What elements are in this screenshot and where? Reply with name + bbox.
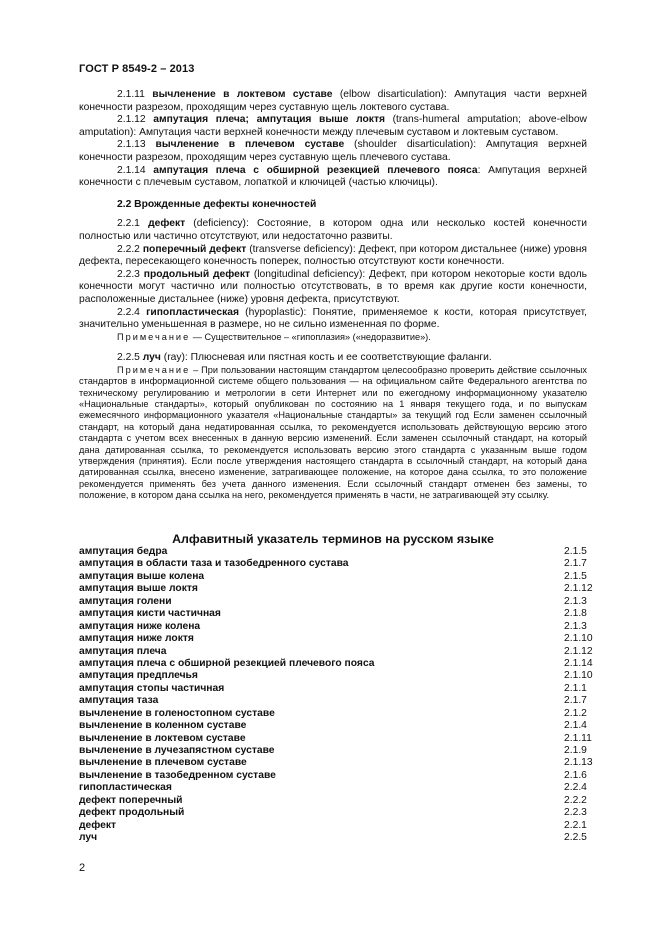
clause-term: ампутация плеча; ампутация выше локтя xyxy=(153,114,385,126)
index-term: вычленение в плечевом суставе xyxy=(79,757,247,769)
index-term: ампутация плеча с обширной резекцией плечевого пояса xyxy=(79,657,375,669)
note-label: Примечание xyxy=(117,364,191,375)
index-entry xyxy=(79,571,599,583)
clause-text: (elbow disarticulation): Ампутация части верхней конечности разрезом, проходящим через суставную щель локтевого сустава. xyxy=(79,89,587,113)
index-entry xyxy=(79,807,599,819)
index-entry xyxy=(79,646,599,658)
index-term: луч xyxy=(79,832,98,844)
clause-2-1-12 xyxy=(79,114,587,139)
index-ref: 2.1.9 xyxy=(564,745,587,756)
term-index xyxy=(79,546,599,845)
clause-2-2-3 xyxy=(79,269,587,307)
index-ref: 2.1.1 xyxy=(564,682,587,694)
clause-text: (shoulder disarticulation): Ампутация верхней конечности разрезом, проходящим через суставную щель плечевого сустава. xyxy=(79,139,587,163)
index-ref: 2.1.7 xyxy=(564,695,587,707)
note-text: – При пользовании настоящим стандартом целесообразно проверить действие ссылочных стандартов в информационной системе общего пользования — на официальном сайте Федерального агентства по техническому регулированию и метрологии в сети Интернет или по ежегодному информационному указателю «Национальные стандарты», который опубликован по состоянию на 1 января текущего года, и по выпускам ежемесячного информационного указателя «Национальные стандарты» за текущий год Если заменен ссылочный стандарт, на который дана недатированная ссылка, то рекомендуется использовать действующую версию этого стандарта с учетом всех внесенных в данную версию изменений. Если заменен ссылочный стандарт, на который дана датированная ссылка, то рекомендуется использовать версию этого стандарта с указанным выше годом утверждения (принятия). Если после утверждения настоящего стандарта в ссылочный стандарт, на который дана датированная ссылка, внесено изменение, затрагивающее положение, на которое дана ссылка, то это положение рекомендуется применять без учета данного изменения. Если ссылочный стандарт отменен без замены, то положение, в котором дана ссылка на него, рекомендуется применять в части, не затрагивающей эту ссылку. xyxy=(79,364,587,501)
index-entry xyxy=(79,596,599,608)
clause-number: 2.1.13 xyxy=(117,139,146,151)
index-ref: 2.1.11 xyxy=(564,732,592,744)
index-term: ампутация ниже локтя xyxy=(79,633,194,645)
index-entry xyxy=(79,621,599,633)
clause-number: 2.2.5 xyxy=(117,352,140,364)
index-ref: 2.2.5 xyxy=(564,832,587,844)
note-text: — Существительное – «гипоплазия» («недоразвитие»). xyxy=(190,331,431,342)
index-ref: 2.1.4 xyxy=(564,720,587,732)
index-term: дефект поперечный xyxy=(79,794,183,806)
clause-2-1-11 xyxy=(79,89,587,114)
index-ref: 2.1.10 xyxy=(564,670,593,682)
index-term: ампутация предплечья xyxy=(79,670,198,682)
index-term: ампутация таза xyxy=(79,695,159,707)
index-term: ампутация выше локтя xyxy=(79,583,198,595)
document-header: ГОСТ Р 8549-2 – 2013 xyxy=(79,63,195,75)
index-ref: 2.2.2 xyxy=(564,794,587,806)
clause-2-2-1 xyxy=(79,218,587,243)
clause-text: (trans-humeral amputation; above-elbow amputation): Ампутация части верхней конечности между плечевым суставом и локтевым суставом. xyxy=(79,114,587,138)
index-entry xyxy=(79,683,599,695)
clause-term: гипопластическая xyxy=(146,306,239,318)
index-ref: 2.1.7 xyxy=(564,558,587,570)
note-label: Примечание xyxy=(117,331,191,342)
index-ref: 2.2.3 xyxy=(564,807,587,819)
index-term: ампутация бедра xyxy=(79,546,168,557)
index-ref: 2.2.4 xyxy=(564,782,587,794)
index-term: дефект xyxy=(79,819,117,831)
document-body xyxy=(79,89,587,502)
index-entry xyxy=(79,708,599,720)
clause-text: (deficiency): Состояние, в котором одна или несколько костей конечности полностью или частично отсутствуют, или недостаточно развиты. xyxy=(79,218,587,242)
index-entry xyxy=(79,795,599,807)
index-ref: 2.1.5 xyxy=(564,546,587,557)
clause-text: : Ампутация верхней конечности с плечевым суставом, лопаткой и ключицей (частью ключицы). xyxy=(79,164,587,189)
index-ref: 2.1.14 xyxy=(564,657,593,669)
clause-text: (hypoplastic): Понятие, применяемое к кости, которая присутствует, значительно уменьшенная в размере, но не сильно измененная по форме. xyxy=(79,306,587,331)
index-entry xyxy=(79,658,599,670)
index-entry xyxy=(79,820,599,832)
index-entry xyxy=(79,745,599,757)
clause-number: 2.2.4 xyxy=(117,306,140,318)
index-ref: 2.1.12 xyxy=(564,583,593,595)
index-term: ампутация голени xyxy=(79,595,172,607)
page-number: 2 xyxy=(79,862,86,874)
clause-term: поперечный дефект xyxy=(142,243,247,255)
clause-2-2-4 xyxy=(79,307,587,332)
clause-term: луч xyxy=(142,352,161,364)
note-references xyxy=(79,365,587,502)
section-heading-2-2: 2.2 Врожденные дефекты конечностей xyxy=(117,198,317,210)
index-ref: 2.2.1 xyxy=(564,819,587,831)
clause-2-2-5 xyxy=(79,352,587,365)
index-term: вычленение в лучезапястном суставе xyxy=(79,745,275,756)
index-term: вычленение в коленном суставе xyxy=(79,720,247,732)
index-term: ампутация выше колена xyxy=(79,570,205,582)
index-entry xyxy=(79,782,599,794)
index-entry xyxy=(79,695,599,707)
index-term: гипопластическая xyxy=(79,782,172,794)
index-entry xyxy=(79,670,599,682)
clause-text: (transverse deficiency): Дефект, при котором дистальнее (ниже) уровня дефекта, пересекающего конечность поперек, полностью отсутствуют кости конечности. xyxy=(79,243,587,268)
index-term: ампутация стопы частичная xyxy=(79,682,225,694)
clause-2-1-13 xyxy=(79,139,587,164)
index-term: вычленение в тазобедренном суставе xyxy=(79,769,276,781)
index-ref: 2.1.3 xyxy=(564,595,587,607)
index-ref: 2.1.10 xyxy=(564,633,593,645)
index-term: дефект продольный xyxy=(79,807,185,819)
clause-2-2-2 xyxy=(79,244,587,269)
clause-term: ампутация плеча с обширной резекцией плечевого пояса xyxy=(153,164,478,176)
clause-2-1-14 xyxy=(79,165,587,190)
index-title: Алфавитный указатель терминов на русском языке xyxy=(172,532,494,546)
index-term: ампутация ниже колена xyxy=(79,620,201,632)
clause-term: вычленение в плечевом суставе xyxy=(155,139,345,151)
index-entry xyxy=(79,546,599,558)
index-entry xyxy=(79,757,599,769)
index-entry xyxy=(79,608,599,620)
index-entry xyxy=(79,770,599,782)
index-term: ампутация плеча xyxy=(79,645,167,657)
clause-term: продольный дефект xyxy=(143,268,251,280)
note-hypoplasia xyxy=(79,332,587,343)
index-ref: 2.1.5 xyxy=(564,570,587,582)
clause-number: 2.1.11 xyxy=(117,89,145,100)
index-term: ампутация кисти частичная xyxy=(79,608,221,620)
clause-term: дефект xyxy=(148,218,186,230)
clause-number: 2.1.12 xyxy=(117,114,146,126)
index-ref: 2.1.12 xyxy=(564,645,593,657)
clause-term: вычленение в локтевом суставе xyxy=(152,89,333,100)
index-entry xyxy=(79,720,599,732)
clause-text: (ray): Плюсневая или пястная кость и ее соответствующие фаланги. xyxy=(160,352,492,364)
index-term: ампутация в области таза и тазобедренного сустава xyxy=(79,558,349,570)
index-entry xyxy=(79,633,599,645)
index-ref: 2.1.6 xyxy=(564,769,587,781)
index-entry xyxy=(79,583,599,595)
clause-number: 2.2.3 xyxy=(117,268,140,280)
index-entry xyxy=(79,558,599,570)
index-ref: 2.1.2 xyxy=(564,707,587,719)
index-entry xyxy=(79,733,599,745)
index-term: вычленение в голеностопном суставе xyxy=(79,707,275,719)
clause-text: (longitudinal deficiency): Дефект, при котором некоторые кости вдоль конечности могут частично или полностью отсутствовать, в то время как другие кости конечности, расположенные дистальнее (ниже) уровня дефекта, присутствуют. xyxy=(79,268,587,305)
clause-number: 2.2.2 xyxy=(117,243,140,255)
clause-number: 2.2.1 xyxy=(117,218,140,230)
index-ref: 2.1.13 xyxy=(564,757,593,769)
index-ref: 2.1.8 xyxy=(564,608,587,620)
index-entry xyxy=(79,832,599,844)
index-ref: 2.1.3 xyxy=(564,620,587,632)
index-term: вычленение в локтевом суставе xyxy=(79,732,246,744)
clause-number: 2.1.14 xyxy=(117,164,146,176)
